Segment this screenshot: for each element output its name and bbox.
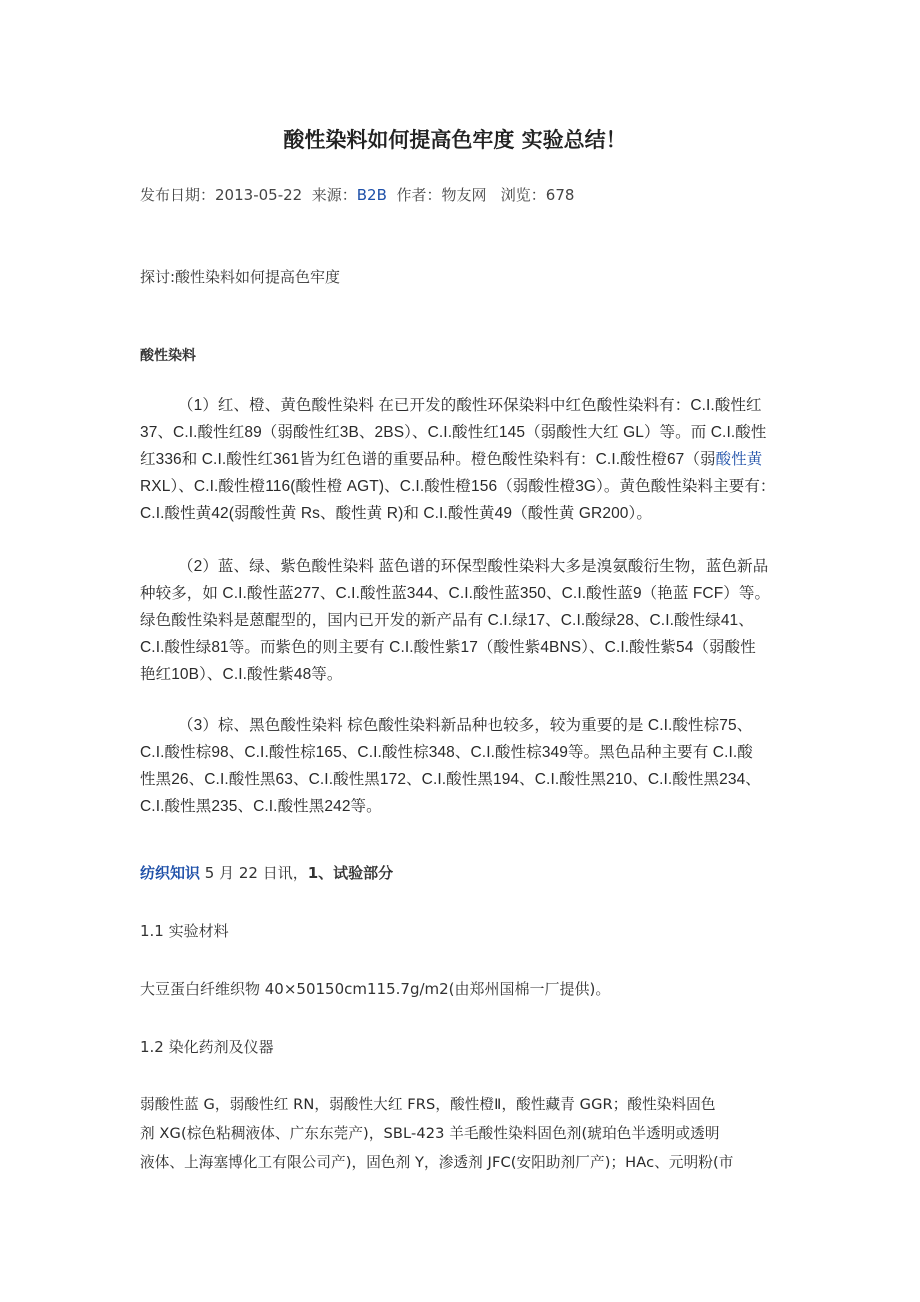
text-line: （2）蓝、绿、紫色酸性染料 蓝色谱的环保型酸性染料大多是溴氨酸衍生物，蓝色新品 [178,558,769,575]
article-meta [140,184,574,205]
news-date: 5 月 22 日讯， [200,864,308,882]
text-line: （1）红、橙、黄色酸性染料 在已开发的酸性环保染料中红色酸性染料有：C.I.酸性红 [178,397,762,414]
text-line: 弱酸性蓝 G，弱酸性红 RN，弱酸性大红 FRS，酸性橙Ⅱ，酸性藏青 GGR；酸性染料固色 [140,1096,716,1113]
text-line: C.I.酸性绿81等。而紫色的则主要有 C.I.酸性紫17（酸性紫4BNS）、C.I.酸性紫54（弱酸性 [140,639,756,656]
text-line [140,446,790,473]
materials-text: 大豆蛋白纤维织物 40×50150cm115.7g/m2(由郑州国棉一厂提供)。 [140,980,611,998]
paragraph-brown-black [140,712,790,820]
text-line: C.I.酸性黑235、C.I.酸性黑242等。 [140,798,382,815]
views-label: 浏览： [500,186,546,204]
text-line: 液体、上海塞博化工有限公司产)，固色剂 Y，渗透剂 JFC(安阳助剂厂产)；HAc、元明粉(市 [140,1154,734,1171]
text-line: C.I.酸性棕98、C.I.酸性棕165、C.I.酸性棕348、C.I.酸性棕349等。黑色品种主要有 C.I.酸 [140,744,753,761]
topic-line: 探讨:酸性染料如何提高色牢度 [140,268,341,286]
source-link[interactable]: B2B [356,186,387,204]
author: 物友网 [441,186,487,204]
paragraph-blue-green-violet [140,553,790,688]
experiment-heading: 1、试验部分 [307,864,394,882]
view-count: 678 [545,186,575,204]
text-line: 性黑26、C.I.酸性黑63、C.I.酸性黑172、C.I.酸性黑194、C.I.酸性黑210、C.I.酸性黑234、 [140,771,761,788]
text-line: 种较多，如 C.I.酸性蓝277、C.I.酸性蓝344、C.I.酸性蓝350、C.I.酸性蓝9（艳蓝 FCF）等。 [140,585,771,602]
textile-knowledge-link[interactable]: 纺织知识 [140,864,201,882]
section-heading: 酸性染料 [140,348,196,364]
author-label: 作者： [396,186,442,204]
text-line: C.I.酸性黄42(弱酸性黄 Rs、酸性黄 R)和 C.I.酸性黄49（酸性黄 GR200）。 [140,505,652,522]
source-label: 来源： [311,186,357,204]
acid-yellow-keyword: 酸性黄 [715,451,763,468]
text-segment: 红336和 C.I.酸性红361皆为红色谱的重要品种。橙色酸性染料有：C.I.酸性橙67（弱 [140,451,716,468]
text-line: 37、C.I.酸性红89（弱酸性红3B、2BS）、C.I.酸性红145（弱酸性大红 GL）等。而 C.I.酸性 [140,424,767,441]
date-label: 发布日期： [140,186,216,204]
article-title: 酸性染料如何提高色牢度 实验总结！ [283,128,627,152]
heading-1-1: 1.1 实验材料 [140,922,229,940]
news-line [140,862,393,883]
publish-date: 2013-05-22 [215,186,303,204]
text-line: 绿色酸性染料是蒽醌型的，国内已开发的新产品有 C.I.绿17、C.I.酸绿28、C.I.酸性绿41、 [140,612,754,629]
text-line: 艳红10B）、C.I.酸性紫48等。 [140,666,343,683]
heading-1-2: 1.2 染化药剂及仪器 [140,1038,274,1056]
text-line: （3）棕、黑色酸性染料 棕色酸性染料新品种也较多，较为重要的是 C.I.酸性棕75、 [178,717,753,734]
paragraph-red-orange-yellow [140,392,790,527]
text-line: 剂 XG(棕色粘稠液体、广东东莞产)，SBL-423 羊毛酸性染料固色剂(琥珀色半透明或透明 [140,1125,720,1142]
text-line: RXL）、C.I.酸性橙116(酸性橙 AGT)、C.I.酸性橙156（弱酸性橙3G）。黄色酸性染料主要有： [140,478,776,495]
chemicals-paragraph [140,1090,790,1177]
